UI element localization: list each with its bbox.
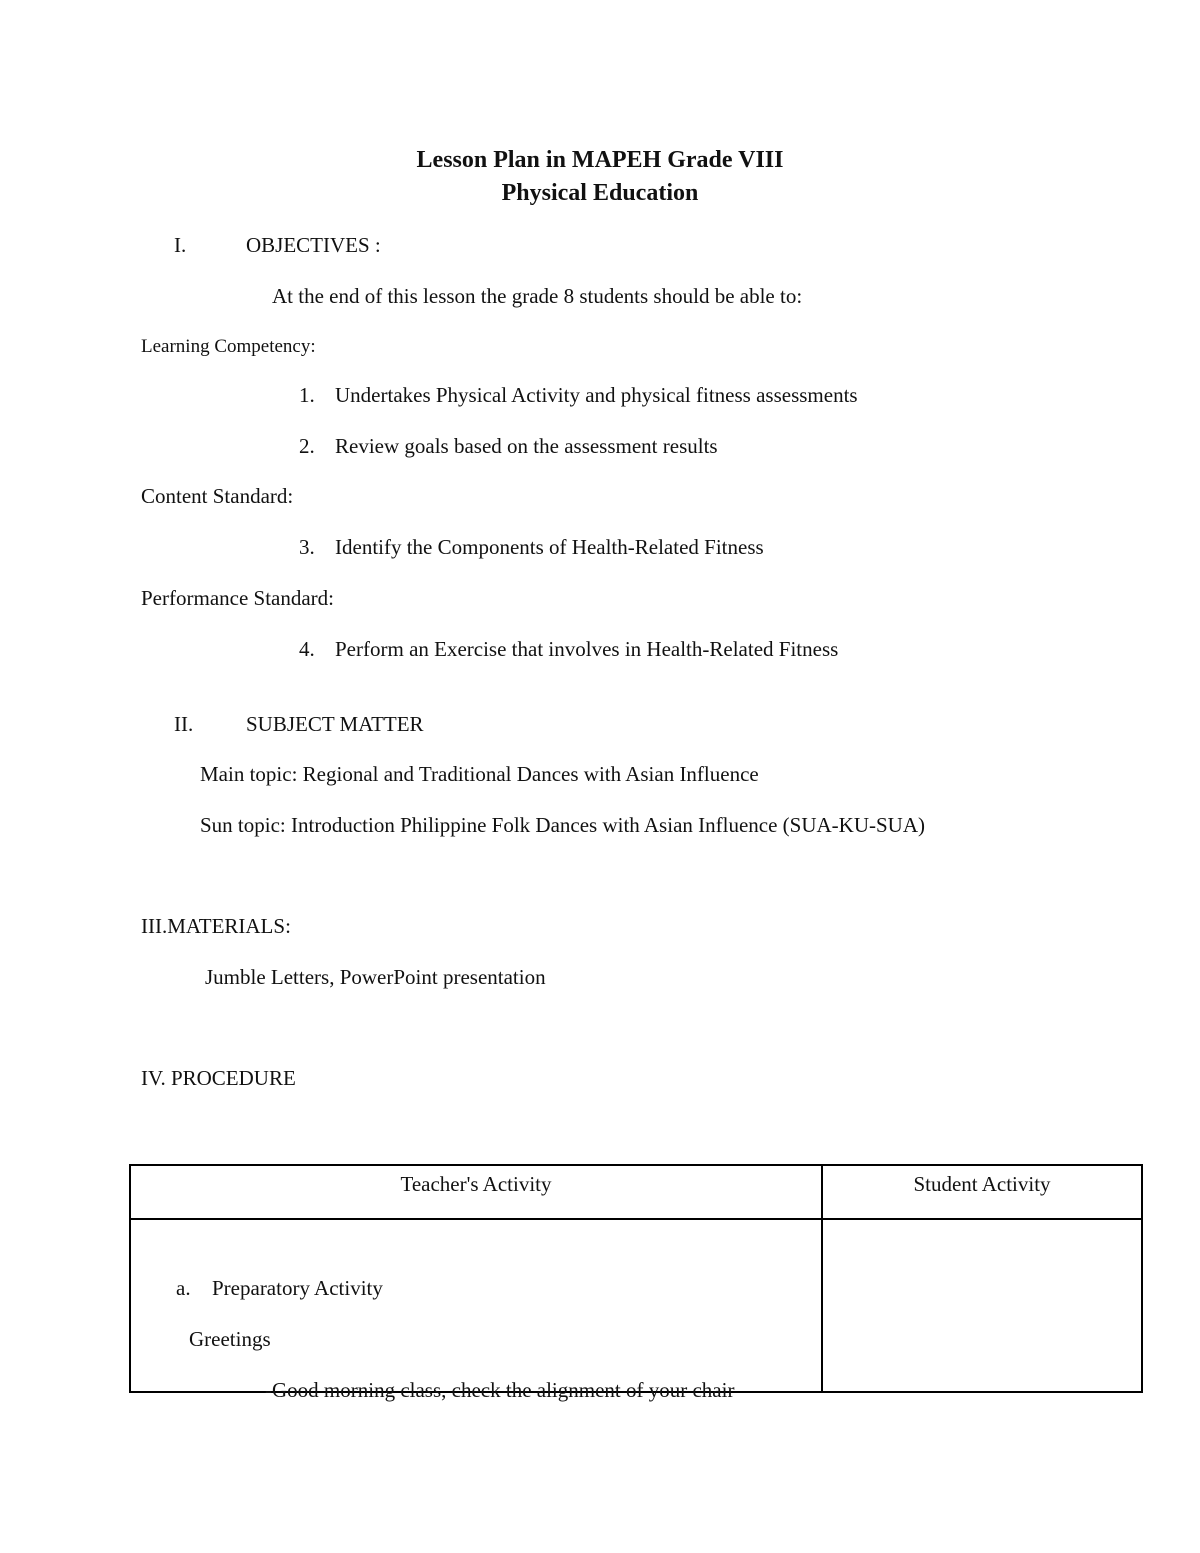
- materials-items: Jumble Letters, PowerPoint presentation: [205, 965, 546, 989]
- document-title: Lesson Plan in MAPEH Grade VIII: [416, 147, 784, 173]
- list-item-number: 1.: [299, 383, 315, 407]
- learning-competency-label: Learning Competency:: [141, 336, 316, 357]
- objectives-intro: At the end of this lesson the grade 8 students should be able to:: [272, 284, 803, 308]
- list-item: Undertakes Physical Activity and physical fitness assessments: [335, 383, 858, 407]
- list-item: Identify the Components of Health-Related Fitness: [335, 535, 764, 559]
- student-activity-cell: [822, 1219, 1142, 1392]
- performance-standard-label: Performance Standard:: [141, 586, 335, 610]
- subject-matter-numeral: II.: [174, 712, 194, 736]
- document-subtitle: Physical Education: [501, 180, 699, 206]
- greeting-line: -Good morning class, check the alignment of your chair: [265, 1378, 735, 1402]
- list-item: Perform an Exercise that involves in Health-Related Fitness: [335, 637, 839, 661]
- list-item-number: 2.: [299, 434, 315, 458]
- activity-item-label: Preparatory Activity: [212, 1276, 383, 1300]
- teacher-activity-header: Teacher's Activity: [130, 1165, 822, 1219]
- content-standard-label: Content Standard:: [141, 484, 294, 508]
- list-item-number: 3.: [299, 535, 315, 559]
- teacher-activity-cell: [130, 1219, 822, 1402]
- materials-heading: III.MATERIALS:: [141, 914, 291, 938]
- procedure-table: [129, 1164, 1143, 1402]
- objectives-numeral: I.: [174, 233, 187, 257]
- procedure-heading: IV. PROCEDURE: [141, 1066, 296, 1090]
- sub-topic: Sun topic: Introduction Philippine Folk Dances with Asian Influence (SUA-KU-SUA): [200, 813, 925, 837]
- main-topic: Main topic: Regional and Traditional Dances with Asian Influence: [200, 762, 759, 786]
- greetings-label: Greetings: [189, 1327, 271, 1351]
- list-item-number: 4.: [299, 637, 315, 661]
- list-item: Review goals based on the assessment results: [335, 434, 718, 458]
- subject-matter-heading: SUBJECT MATTER: [246, 712, 424, 736]
- activity-item-letter: a.: [176, 1276, 191, 1300]
- objectives-heading: OBJECTIVES :: [246, 233, 381, 257]
- student-activity-header: Student Activity: [822, 1165, 1142, 1219]
